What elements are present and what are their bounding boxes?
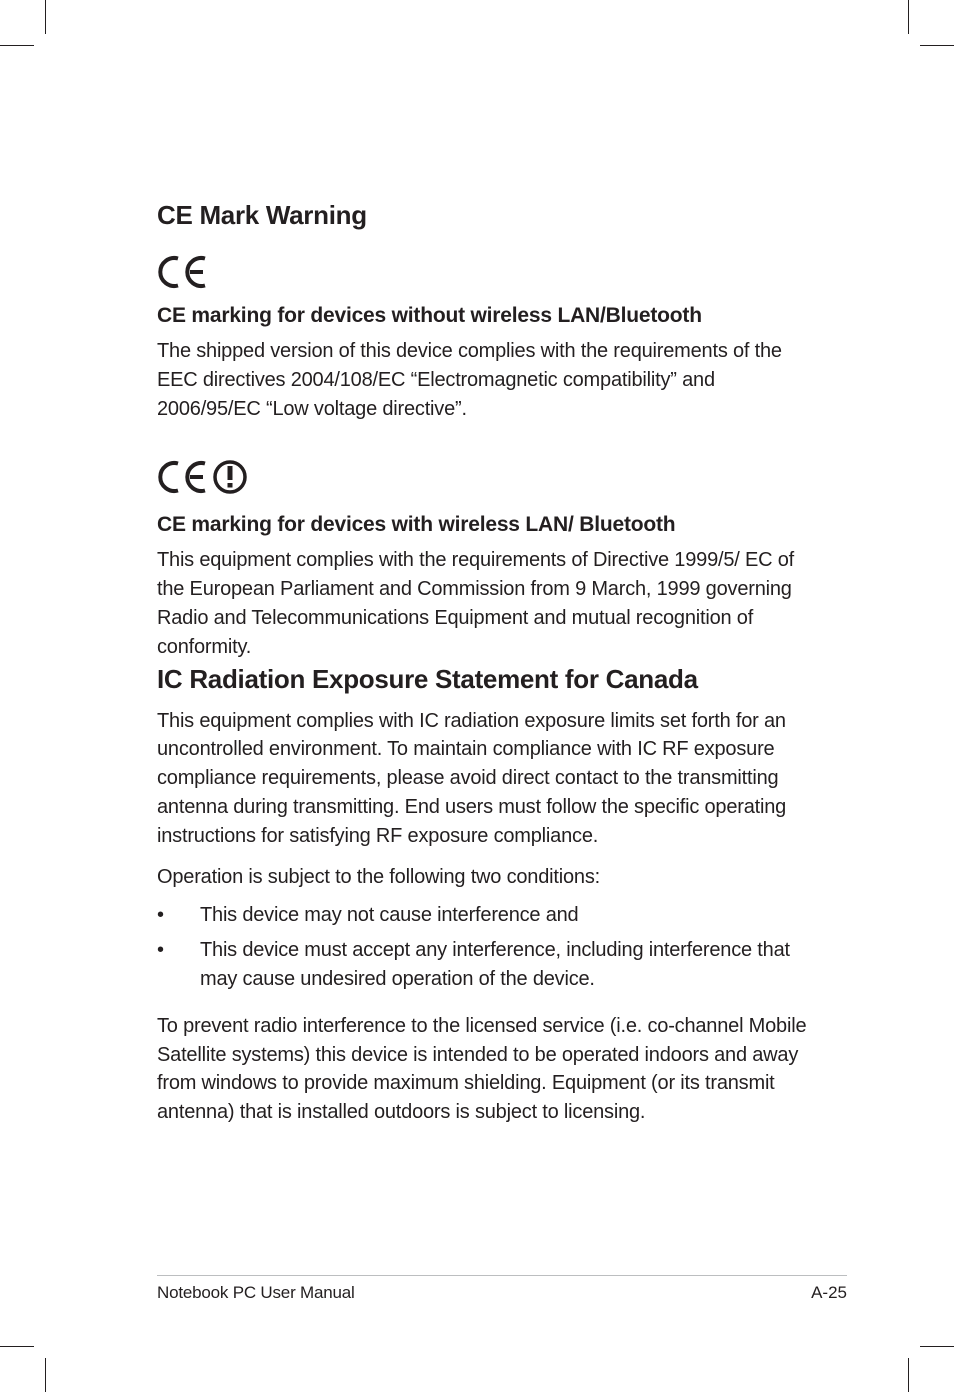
list-item-text: This device must accept any interference, including interference that may cause undesired operation of the device. <box>200 939 790 990</box>
crop-mark <box>45 1358 46 1392</box>
ce-no-wireless-heading: CE marking for devices without wireless LAN/Bluetooth <box>157 304 702 327</box>
bullet-icon: • <box>157 939 164 962</box>
crop-mark <box>920 45 954 46</box>
crop-mark <box>908 0 909 34</box>
ce-wireless-heading: CE marking for devices with wireless LAN/ Bluetooth <box>157 513 676 537</box>
ce-wireless-text: This equipment complies with the requirements of Directive 1999/5/ EC of the European Parliament and Commission from 9 March, 1999 governing Radio and Telecommunications Equipment and mutual recognition of conformity. <box>157 549 795 658</box>
crop-mark <box>920 1346 954 1347</box>
crop-mark <box>45 0 46 34</box>
list-item <box>157 901 807 930</box>
footer-divider <box>157 1275 847 1276</box>
ce-no-wireless-text: The shipped version of this device complies with the requirements of the EEC directives 2004/108/EC “Electromagnetic compatibility” and 2006/95/EC “Low voltage directive”. <box>157 340 782 420</box>
ce-alert-mark-icon <box>157 459 249 495</box>
ic-section-title: IC Radiation Exposure Statement for Canada <box>157 663 698 694</box>
footer-manual-title: Notebook PC User Manual <box>157 1283 355 1302</box>
ic-paragraph-3: To prevent radio interference to the licensed service (i.e. co-channel Mobile Satellite systems) this device is intended to be operated indoors and away from windows to provide maximum shielding. Equipment (or its transmit antenna) that is installed outdoors is subject to licensing. <box>157 1014 807 1124</box>
list-item <box>157 936 807 994</box>
list-item-text: This device may not cause interference and <box>200 904 579 927</box>
crop-mark <box>0 45 34 46</box>
ce-section-title: CE Mark Warning <box>157 200 367 230</box>
crop-mark <box>908 1358 909 1392</box>
ce-mark-icon <box>157 254 209 290</box>
crop-mark <box>0 1346 34 1347</box>
page-content <box>157 198 807 1127</box>
ic-paragraph-2: Operation is subject to the following two conditions: <box>157 865 600 888</box>
footer-page-number: A-25 <box>811 1283 847 1302</box>
ic-paragraph-1: This equipment complies with IC radiation exposure limits set forth for an uncontrolled environment. To maintain compliance with IC RF exposure compliance requirements, please avoid direct contact to the transmitting antenna during transmitting. End users must follow the specific operating instructions for satisfying RF exposure compliance. <box>157 709 787 847</box>
conditions-list <box>157 901 807 993</box>
bullet-icon: • <box>157 904 164 927</box>
